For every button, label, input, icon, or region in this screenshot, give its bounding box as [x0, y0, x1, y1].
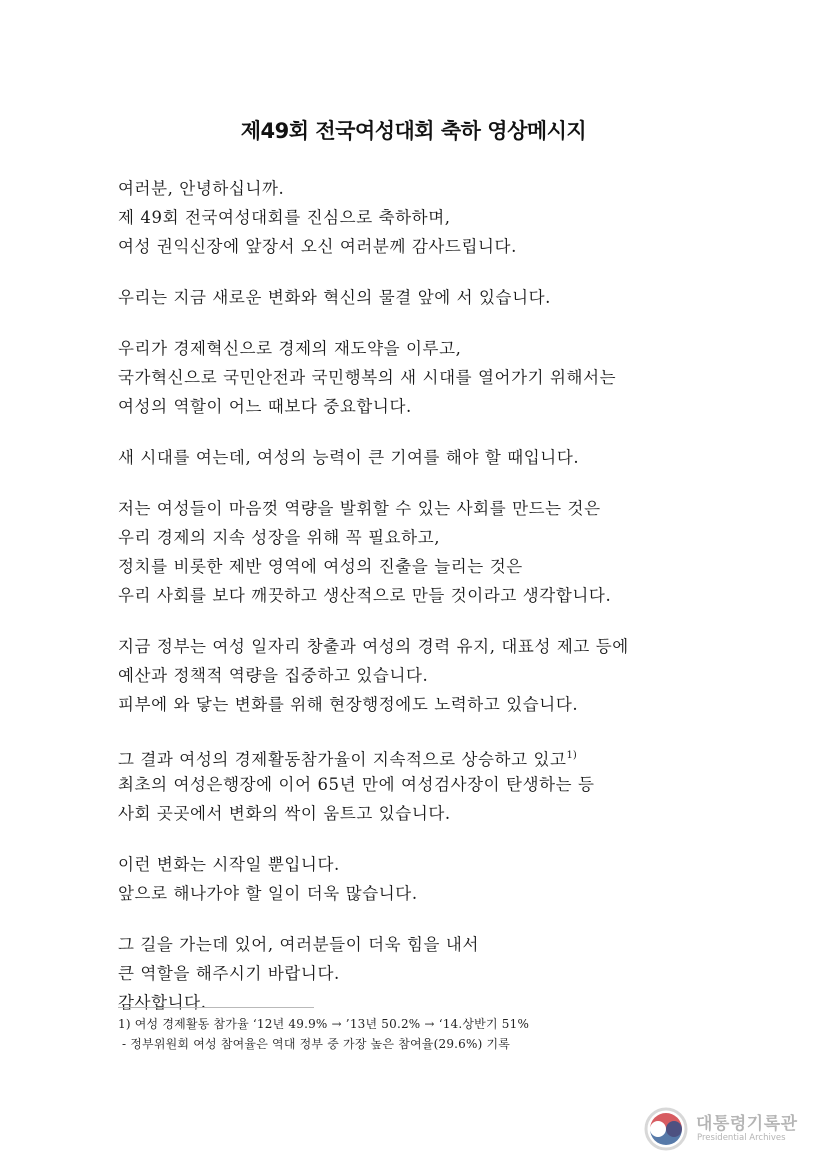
- paragraph-government: [118, 632, 758, 719]
- text-line: 지금 정부는 여성 일자리 창출과 여성의 경력 유지, 대표성 제고 등에: [118, 637, 629, 656]
- paragraph-innovation: [118, 334, 758, 421]
- text-line: 제 49회 전국여성대회를 진심으로 축하하며,: [118, 208, 451, 227]
- paragraph-closing: [118, 930, 758, 1017]
- footnote-divider: [118, 1007, 314, 1008]
- paragraph-society: [118, 494, 758, 610]
- document-title: 제49회 전국여성대회 축하 영상메시지: [240, 119, 587, 143]
- text-line: 그 길을 가는데 있어, 여러분들이 더욱 힘을 내서: [118, 935, 479, 954]
- paragraph-beginning: [118, 850, 758, 908]
- text-line: 국가혁신으로 국민안전과 국민행복의 새 시대를 열어가기 위해서는: [118, 368, 617, 387]
- text-line-with-footnote: [118, 741, 758, 770]
- text-line: 이런 변화는 시작일 뿐입니다.: [118, 855, 340, 874]
- message-body: [118, 174, 758, 1039]
- text-line: 사회 곳곳에서 변화의 싹이 움트고 있습니다.: [118, 804, 451, 823]
- text-line: 최초의 여성은행장에 이어 65년 만에 여성검사장이 탄생하는 등: [118, 775, 595, 794]
- paragraph-change-wave: [118, 283, 758, 312]
- paragraph-greeting: [118, 174, 758, 261]
- logo-subtitle: Presidential Archives: [697, 1133, 786, 1143]
- text-line: 우리는 지금 새로운 변화와 혁신의 물결 앞에 서 있습니다.: [118, 288, 552, 307]
- footnote-reference: 1): [566, 750, 577, 761]
- text-line: 앞으로 해나가야 할 일이 더욱 많습니다.: [118, 884, 418, 903]
- text-line: 여성 권익신장에 앞장서 오신 여러분께 감사드립니다.: [118, 237, 517, 256]
- logo-name: 대통령기록관: [696, 1114, 798, 1134]
- archives-logo: [644, 1105, 804, 1151]
- text-line: 감사합니다.: [118, 993, 207, 1012]
- taegeuk-emblem-icon: [644, 1107, 688, 1151]
- text-line: 새 시대를 여는데, 여성의 능력이 큰 기여를 해야 할 때입니다.: [118, 448, 580, 467]
- footnote-line: - 정부위원회 여성 참여율은 역대 정부 중 가장 높은 참여율(29.6%) 기록: [122, 1037, 511, 1051]
- footnote-line: 1) 여성 경제활동 참가율 ‘12년 49.9% → ’13년 50.2% → ‘14.상반기 51%: [118, 1017, 530, 1031]
- text-line: 우리가 경제혁신으로 경제의 재도약을 이루고,: [118, 339, 462, 358]
- text-line: 정치를 비롯한 제반 영역에 여성의 진출을 늘리는 것은: [118, 557, 523, 576]
- paragraph-new-era: [118, 443, 758, 472]
- paragraph-results: [118, 741, 758, 828]
- text-line: 여성의 역할이 어느 때보다 중요합니다.: [118, 397, 412, 416]
- text-line: 우리 사회를 보다 깨끗하고 생산적으로 만들 것이라고 생각합니다.: [118, 586, 612, 605]
- text-line: 예산과 정책적 역량을 집중하고 있습니다.: [118, 666, 429, 685]
- text-line: 우리 경제의 지속 성장을 위해 꼭 필요하고,: [118, 528, 441, 547]
- text-line: 피부에 와 닿는 변화를 위해 현장행정에도 노력하고 있습니다.: [118, 695, 579, 714]
- text-line: 저는 여성들이 마음껏 역량을 발휘할 수 있는 사회를 만드는 것은: [118, 499, 601, 518]
- text-line: 큰 역할을 해주시기 바랍니다.: [118, 964, 340, 983]
- text-line: 여러분, 안녕하십니까.: [118, 179, 285, 198]
- text-line-content: 그 결과 여성의 경제활동참가율이 지속적으로 상승하고 있고: [118, 750, 567, 769]
- footnote: [118, 1014, 718, 1054]
